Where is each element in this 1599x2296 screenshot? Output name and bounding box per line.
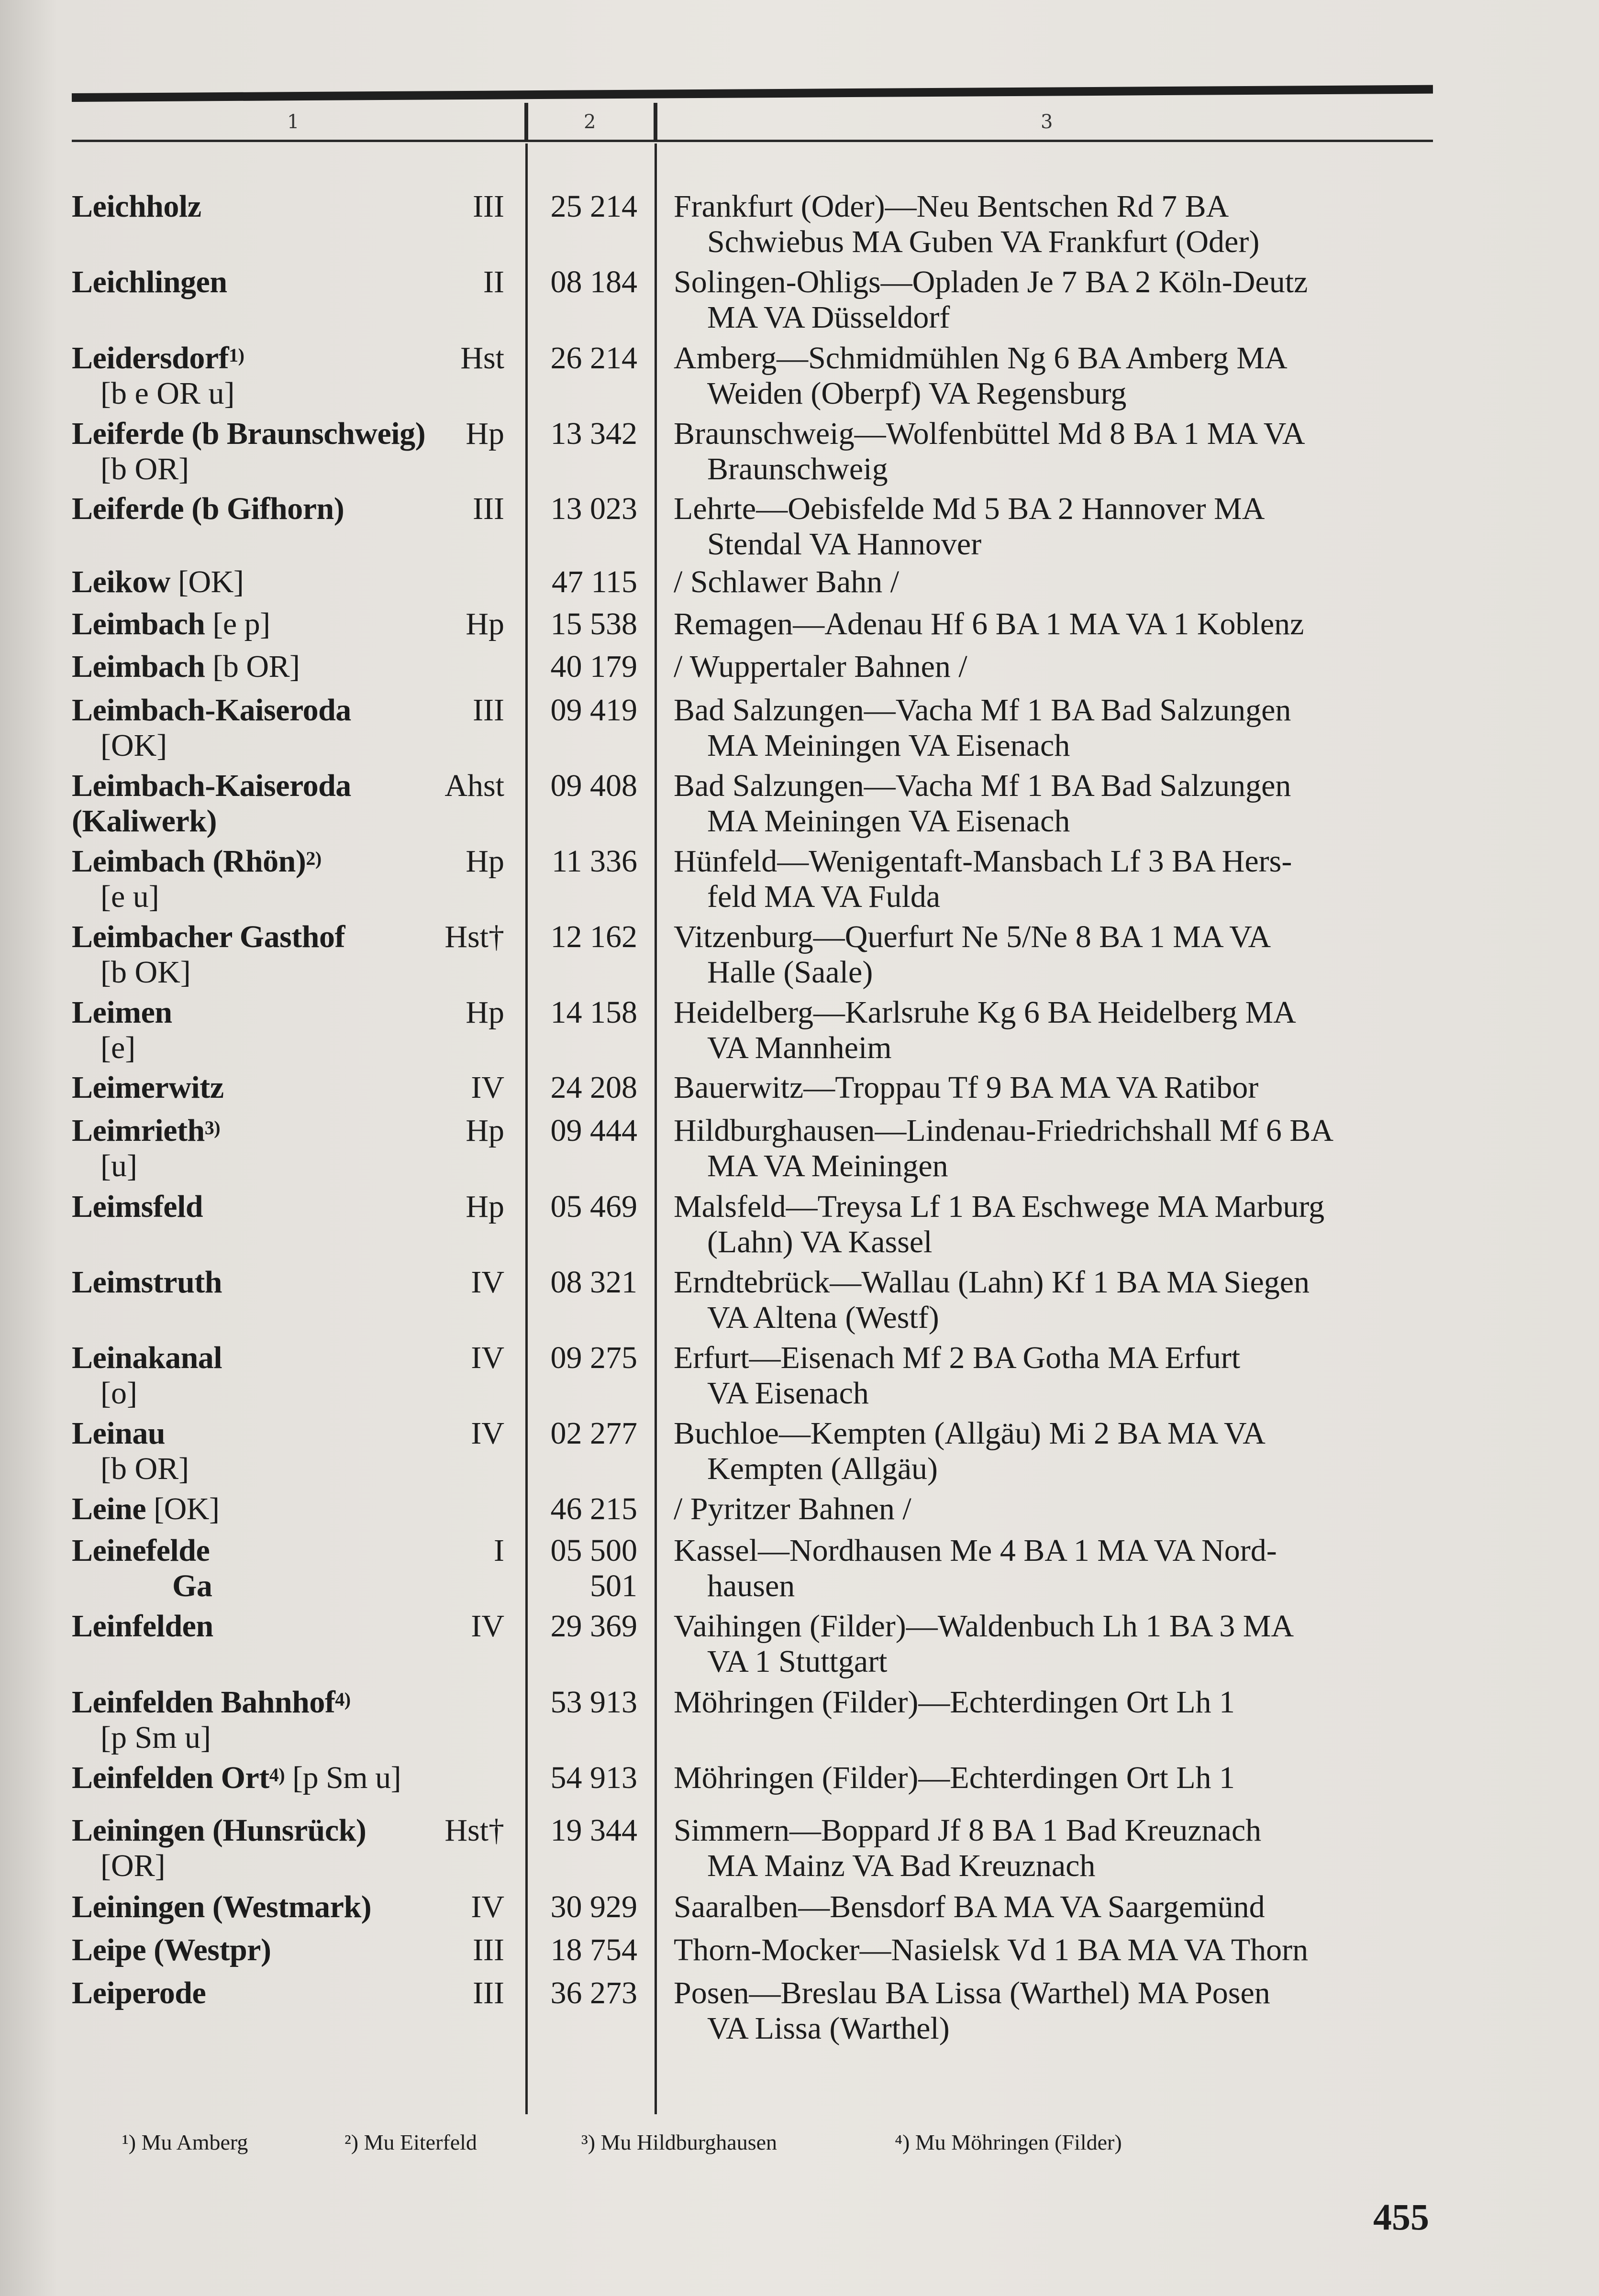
entry-code: 24 208 <box>550 1070 637 1105</box>
entry-class: I <box>494 1533 504 1568</box>
entry-code: 09 275 <box>550 1340 637 1375</box>
entry-name: Leinfelden <box>72 1609 213 1644</box>
entry-code: 30 929 <box>550 1889 637 1924</box>
entry-name: Leimbach-Kaiseroda <box>72 768 351 803</box>
entry-route: / Schlawer Bahn / <box>674 564 899 599</box>
entry-name: Leimstruth <box>72 1265 222 1300</box>
entry-name: Leiferde (b Braunschweig) <box>72 416 426 451</box>
entry-route: Simmern—Boppard Jf 8 BA 1 Bad Kreuznach <box>674 1813 1262 1848</box>
entry-annotation: [e u] <box>100 879 159 914</box>
entry-class: Hp <box>466 416 504 451</box>
entry-route-continued: Weiden (Oberpf) VA Regensburg <box>707 376 1127 411</box>
entry-name: Leiferde (b Gifhorn) <box>72 491 344 526</box>
footnote-2: ²) Mu Eiterfeld <box>344 2130 477 2154</box>
entry-code: 12 162 <box>550 919 637 954</box>
entry-name: Leiningen (Westmark) <box>72 1889 372 1924</box>
entry-code: 11 336 <box>551 844 637 879</box>
entry-code: 09 419 <box>550 693 637 728</box>
entry-name-continued: (Kaliwerk) <box>72 804 217 839</box>
entry-code: 26 214 <box>550 341 637 375</box>
entry-route: Amberg—Schmidmühlen Ng 6 BA Amberg MA <box>674 341 1288 375</box>
footnote-4: ⁴) Mu Möhringen (Filder) <box>895 2130 1122 2154</box>
entry-class: III <box>473 693 504 728</box>
entry-name: Leiningen (Hunsrück) <box>72 1813 366 1848</box>
entry-class: Hp <box>466 844 504 879</box>
entry-route: / Wuppertaler Bahnen / <box>674 649 967 684</box>
entry-route-continued: MA VA Düsseldorf <box>707 300 950 335</box>
entry-class: IV <box>471 1416 504 1451</box>
entry-code: 40 179 <box>550 649 637 684</box>
entry-route-continued: Braunschweig <box>707 452 888 486</box>
entry-route: Hünfeld—Wenigentaft-Mansbach Lf 3 BA Hers- <box>674 844 1292 879</box>
entry-code: 02 277 <box>550 1416 637 1451</box>
entry-route: Braunschweig—Wolfenbüttel Md 8 BA 1 MA VA <box>674 416 1305 451</box>
entry-code: 47 115 <box>551 564 637 599</box>
entry-route-continued: VA Lissa (Warthel) <box>707 2011 950 2046</box>
entry-name: Leiperode <box>72 1976 206 2010</box>
entry-route: Heidelberg—Karlsruhe Kg 6 BA Heidelberg MA <box>674 995 1296 1030</box>
entry-route: Malsfeld—Treysa Lf 1 BA Eschwege MA Marburg <box>674 1189 1325 1224</box>
entry-route: Erndtebrück—Wallau (Lahn) Kf 1 BA MA Siegen <box>674 1265 1310 1300</box>
entry-class: IV <box>471 1609 504 1644</box>
footnote-1: ¹) Mu Amberg <box>122 2130 248 2154</box>
entry-annotation: [o] <box>100 1376 137 1411</box>
entry-annotation: [u] <box>100 1148 137 1183</box>
entry-name: Leinfelden Ort$^{4)}$ [p Sm u] <box>72 1760 401 1795</box>
entry-route: Vitzenburg—Querfurt Ne 5/Ne 8 BA 1 MA VA <box>674 919 1271 954</box>
entry-code: 09 408 <box>550 768 637 803</box>
entry-code: 36 273 <box>550 1976 637 2010</box>
entry-class: Hp <box>466 1189 504 1224</box>
entry-code: 05 500 <box>550 1533 637 1568</box>
entry-code: 46 215 <box>550 1491 637 1526</box>
entry-name: Leimbach-Kaiseroda <box>72 693 351 728</box>
entry-class: IV <box>471 1265 504 1300</box>
entry-route: Vaihingen (Filder)—Waldenbuch Lh 1 BA 3 MA <box>674 1609 1294 1644</box>
entry-code: 15 538 <box>550 607 637 641</box>
entry-route-continued: (Lahn) VA Kassel <box>707 1225 933 1259</box>
entry-route: Bad Salzungen—Vacha Mf 1 BA Bad Salzungen <box>674 693 1291 728</box>
entry-route: Bad Salzungen—Vacha Mf 1 BA Bad Salzungen <box>674 768 1291 803</box>
entry-class: Hst† <box>444 1813 504 1848</box>
entry-name: Leipe (Westpr) <box>72 1932 271 1967</box>
entry-name: Leinefelde <box>72 1533 210 1568</box>
entry-route-continued: MA Meiningen VA Eisenach <box>707 728 1070 763</box>
entry-code: 29 369 <box>550 1609 637 1644</box>
entry-name: Leichlingen <box>72 265 227 299</box>
entry-name: Leimbacher Gasthof <box>72 919 345 954</box>
entry-route: Posen—Breslau BA Lissa (Warthel) MA Posen <box>674 1976 1270 2010</box>
column-number-1: 1 <box>287 111 300 133</box>
entry-route: Lehrte—Oebisfelde Md 5 BA 2 Hannover MA <box>674 491 1265 526</box>
entry-name: Leine [OK] <box>72 1491 220 1526</box>
entry-code: 08 184 <box>550 265 637 299</box>
entry-class: II <box>483 265 504 299</box>
entry-class: Hp <box>466 1113 504 1148</box>
entry-class: Hp <box>466 607 504 641</box>
entry-name: Leichholz <box>72 189 201 224</box>
entry-route-continued: feld MA VA Fulda <box>707 879 941 914</box>
entry-route-continued: VA Altena (Westf) <box>707 1300 939 1335</box>
entry-route-continued: Kempten (Allgäu) <box>707 1451 938 1486</box>
entry-annotation: [OR] <box>100 1848 166 1883</box>
entry-code: 18 754 <box>550 1932 637 1967</box>
entry-code: 54 913 <box>550 1760 637 1795</box>
entry-annotation: [b e OR u] <box>100 376 235 411</box>
entry-name: Leidersdorf$^{1)}$ <box>72 341 244 375</box>
entry-name: Leimbach [b OR] <box>72 649 300 684</box>
entry-route: Solingen-Ohligs—Opladen Je 7 BA 2 Köln-Deutz <box>674 265 1308 299</box>
entry-annotation: [b OR] <box>100 452 189 486</box>
entry-class: Ahst <box>444 768 504 803</box>
entry-route: Saaralben—Bensdorf BA MA VA Saargemünd <box>674 1889 1265 1924</box>
entry-name: Leimbach [e p] <box>72 607 270 641</box>
column-number-3: 3 <box>1041 111 1053 133</box>
entry-name: Leinakanal <box>72 1340 222 1375</box>
entry-route-continued: Schwiebus MA Guben VA Frankfurt (Oder) <box>707 224 1260 259</box>
column-number-2: 2 <box>584 111 596 133</box>
entry-code: 14 158 <box>550 995 637 1030</box>
entry-name: Leinau <box>72 1416 166 1451</box>
entry-route: Bauerwitz—Troppau Tf 9 BA MA VA Ratibor <box>674 1070 1259 1105</box>
entry-route: Möhringen (Filder)—Echterdingen Ort Lh 1 <box>674 1760 1235 1795</box>
footnote-3: ³) Mu Hildburghausen <box>581 2130 777 2154</box>
entry-route: Kassel—Nordhausen Me 4 BA 1 MA VA Nord- <box>674 1533 1277 1568</box>
entry-code: 13 342 <box>550 416 637 451</box>
entry-route-continued: VA Eisenach <box>707 1376 869 1411</box>
entry-class: IV <box>471 1070 504 1105</box>
page-number: 455 <box>1373 2196 1429 2238</box>
entry-class: III <box>473 491 504 526</box>
entry-route: Buchloe—Kempten (Allgäu) Mi 2 BA MA VA <box>674 1416 1266 1451</box>
entry-route: Remagen—Adenau Hf 6 BA 1 MA VA 1 Koblenz <box>674 607 1304 641</box>
entry-code: 25 214 <box>550 189 637 224</box>
entry-route-continued: Halle (Saale) <box>707 955 873 990</box>
entry-name: Leimrieth$^{3)}$ <box>72 1113 221 1148</box>
entry-class: III <box>473 1932 504 1967</box>
entry-name: Leimerwitz <box>72 1070 224 1105</box>
entry-route: / Pyritzer Bahnen / <box>674 1491 911 1526</box>
entry-name: Leimbach (Rhön)$^{2)}$ <box>72 844 322 879</box>
entry-route: Frankfurt (Oder)—Neu Bentschen Rd 7 BA <box>674 189 1229 224</box>
entry-class: IV <box>471 1340 504 1375</box>
entry-class: Hst† <box>444 919 504 954</box>
entry-class: III <box>473 1976 504 2010</box>
entry-route-continued: VA Mannheim <box>707 1030 892 1065</box>
entry-annotation: [OK] <box>100 728 167 763</box>
entry-annotation: [b OK] <box>100 955 191 990</box>
entry-code-continued: 501 <box>590 1568 637 1603</box>
entry-class: Hp <box>466 995 504 1030</box>
entry-code: 08 321 <box>550 1265 637 1300</box>
entry-name: Leikow [OK] <box>72 564 244 599</box>
entry-code: 19 344 <box>550 1813 637 1848</box>
entry-code: 05 469 <box>550 1189 637 1224</box>
entry-annotation: [p Sm u] <box>100 1720 211 1755</box>
entry-route-continued: hausen <box>707 1568 795 1603</box>
entry-name: Leinfelden Bahnhof$^{4)}$ <box>72 1685 351 1720</box>
entry-code: 53 913 <box>550 1685 637 1720</box>
entry-route: Hildburghausen—Lindenau-Friedrichshall Mf 6 BA <box>674 1113 1334 1148</box>
entry-class: IV <box>471 1889 504 1924</box>
entry-code: 13 023 <box>550 491 637 526</box>
entry-route-continued: Stendal VA Hannover <box>707 527 982 562</box>
entry-name: Leimen <box>72 995 172 1030</box>
entry-class: Hst <box>460 341 504 375</box>
entry-route-continued: MA Mainz VA Bad Kreuznach <box>707 1848 1096 1883</box>
entry-route: Erfurt—Eisenach Mf 2 BA Gotha MA Erfurt <box>674 1340 1241 1375</box>
entry-route-continued: MA Meiningen VA Eisenach <box>707 804 1070 839</box>
entry-annotation: [b OR] <box>100 1451 189 1486</box>
entry-class: III <box>473 189 504 224</box>
entry-name-continued: Ga <box>172 1568 212 1603</box>
entry-name: Leimsfeld <box>72 1189 203 1224</box>
entry-route-continued: VA 1 Stuttgart <box>707 1644 888 1679</box>
entry-annotation: [e] <box>100 1030 136 1065</box>
entry-route: Möhringen (Filder)—Echterdingen Ort Lh 1 <box>674 1685 1235 1720</box>
entry-route: Thorn-Mocker—Nasielsk Vd 1 BA MA VA Thorn <box>674 1932 1309 1967</box>
entry-code: 09 444 <box>550 1113 637 1148</box>
entry-route-continued: MA VA Meiningen <box>707 1148 948 1183</box>
